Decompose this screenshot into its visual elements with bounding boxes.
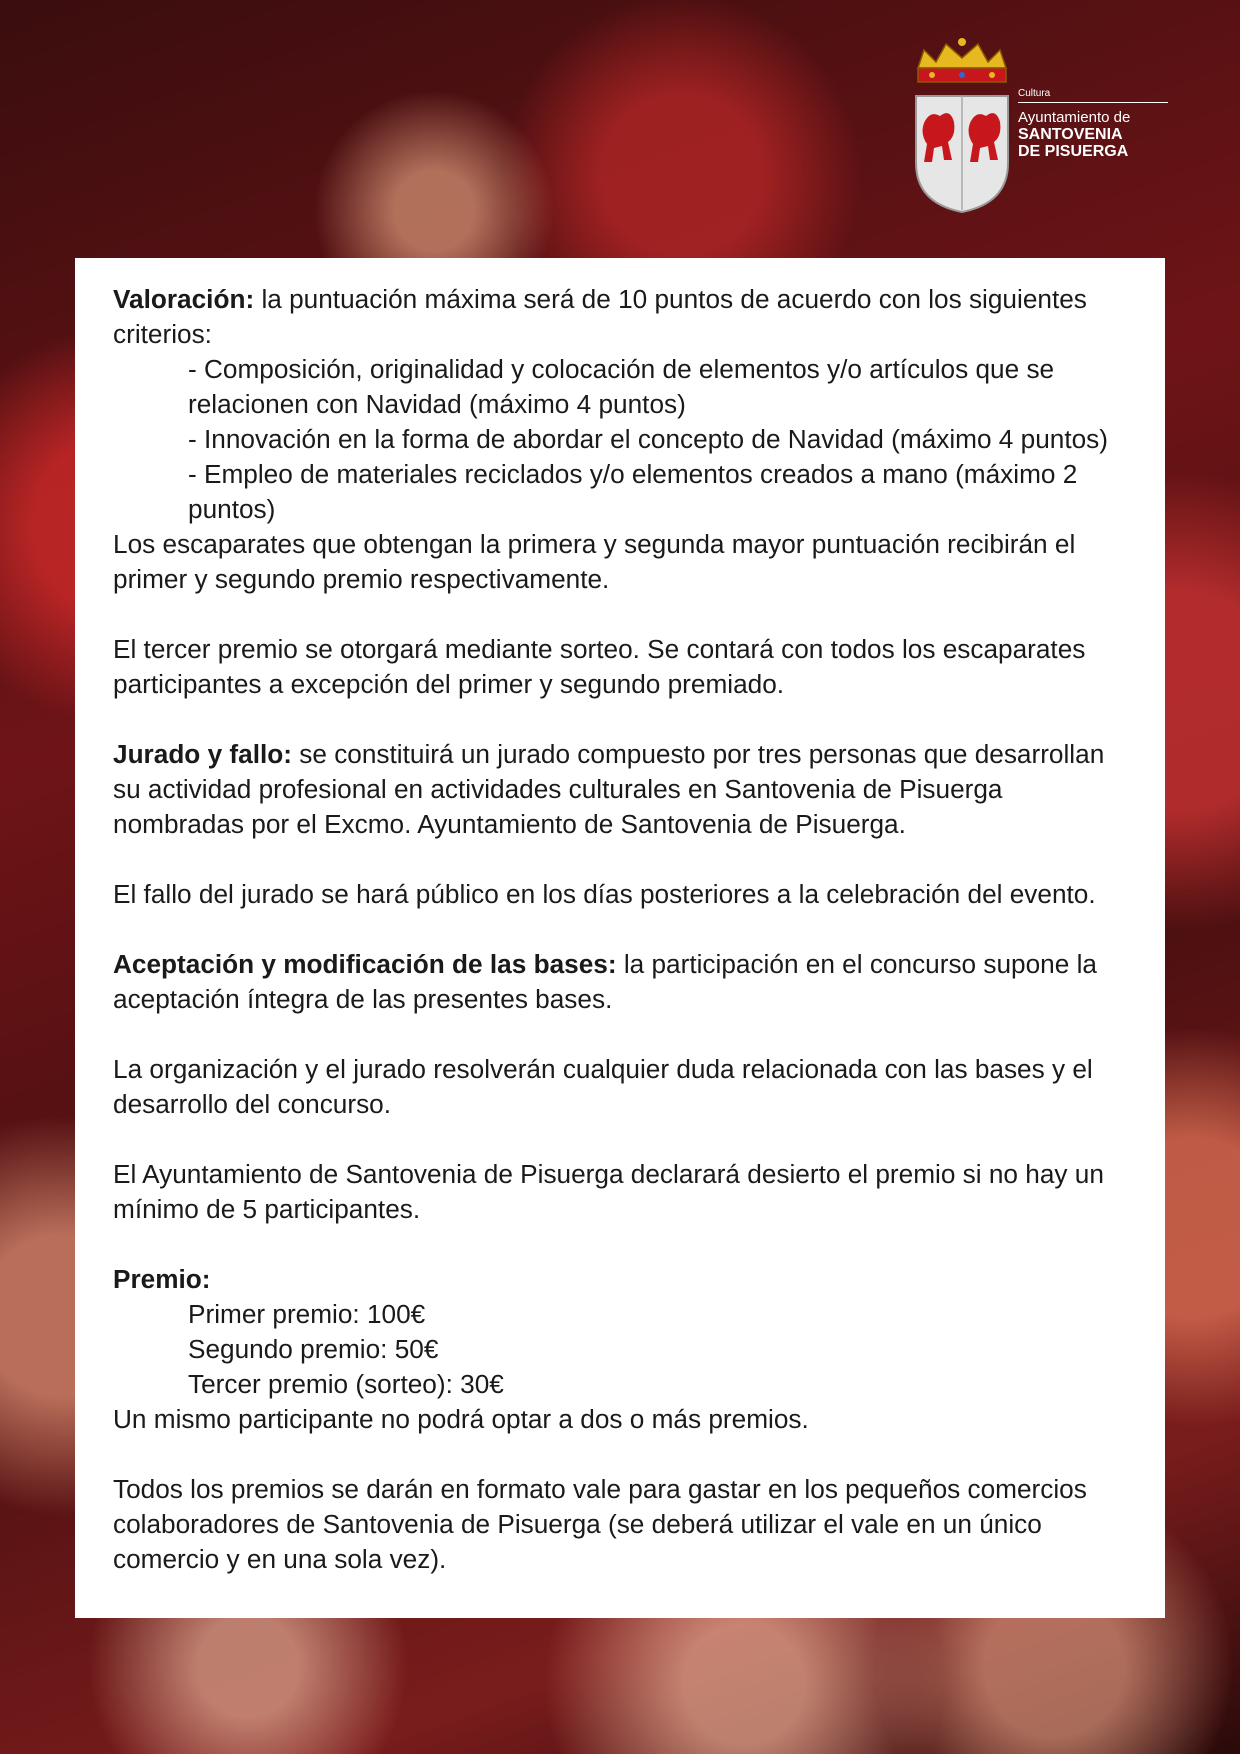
jurado-paragraph	[113, 737, 1127, 842]
logo-line-2: SANTOVENIA	[1018, 126, 1123, 143]
premio-heading	[113, 1262, 1127, 1297]
logo-section: Cultura	[1018, 88, 1168, 103]
jurado-label: Jurado y fallo:	[113, 739, 292, 769]
valoracion-intro: la puntuación máxima será de 10 puntos de acuerdo con los siguientes criterios:	[113, 284, 1087, 349]
prize-item-2: Segundo premio: 50€	[188, 1334, 439, 1364]
aceptacion-label: Aceptación y modificación de las bases:	[113, 949, 617, 979]
municipal-logo	[912, 38, 1167, 218]
rules-card	[75, 258, 1165, 1618]
valoracion-label: Valoración:	[113, 284, 255, 314]
criterion-3: - Empleo de materiales reciclados y/o elementos creados a mano (máximo 2 puntos)	[188, 459, 1078, 524]
logo-line-1: Ayuntamiento de	[1018, 109, 1131, 126]
logo-text	[1018, 88, 1168, 160]
fallo-paragraph: El fallo del jurado se hará público en los días posteriores a la celebración del evento.	[113, 879, 1096, 909]
organizacion-paragraph: La organización y el jurado resolverán cualquier duda relacionada con las bases y el desarrollo del concurso.	[113, 1054, 1093, 1119]
desierto-paragraph: El Ayuntamiento de Santovenia de Pisuerga declarará desierto el premio si no hay un mínimo de 5 participantes.	[113, 1159, 1104, 1224]
prize-item-3: Tercer premio (sorteo): 30€	[188, 1369, 504, 1399]
logo-line-3: DE PISUERGA	[1018, 143, 1129, 160]
prize-item-1: Primer premio: 100€	[188, 1299, 426, 1329]
tercer-premio-paragraph: El tercer premio se otorgará mediante sorteo. Se contará con todos los escaparates participantes a excepción del primer y segundo premiado.	[113, 634, 1086, 699]
criterion-1: - Composición, originalidad y colocación de elementos y/o artículos que se relacionen con Navidad (máximo 4 puntos)	[188, 354, 1055, 419]
valoracion-paragraph	[113, 282, 1127, 352]
coat-of-arms-icon	[912, 38, 1012, 214]
premio-note: Un mismo participante no podrá optar a dos o más premios.	[113, 1404, 809, 1434]
criterion-2: - Innovación en la forma de abordar el concepto de Navidad (máximo 4 puntos)	[188, 424, 1108, 454]
aceptacion-text: la participación en el concurso supone la aceptación íntegra de las presentes bases.	[113, 949, 1097, 1014]
jurado-text: se constituirá un jurado compuesto por tres personas que desarrollan su actividad profesional en actividades culturales en Santovenia de Pisuerga nombradas por el Excmo. Ayuntamiento de Santovenia de Pisuerga.	[113, 739, 1105, 839]
aceptacion-paragraph	[113, 947, 1127, 1017]
premio-label: Premio:	[113, 1264, 211, 1294]
vales-paragraph: Todos los premios se darán en formato vale para gastar en los pequeños comercios colaboradores de Santovenia de Pisuerga (se deberá utilizar el vale en un único comercio y en una sola vez).	[113, 1474, 1087, 1574]
valoracion-result: Los escaparates que obtengan la primera y segunda mayor puntuación recibirán el primer y segundo premio respectivamente.	[113, 529, 1076, 594]
